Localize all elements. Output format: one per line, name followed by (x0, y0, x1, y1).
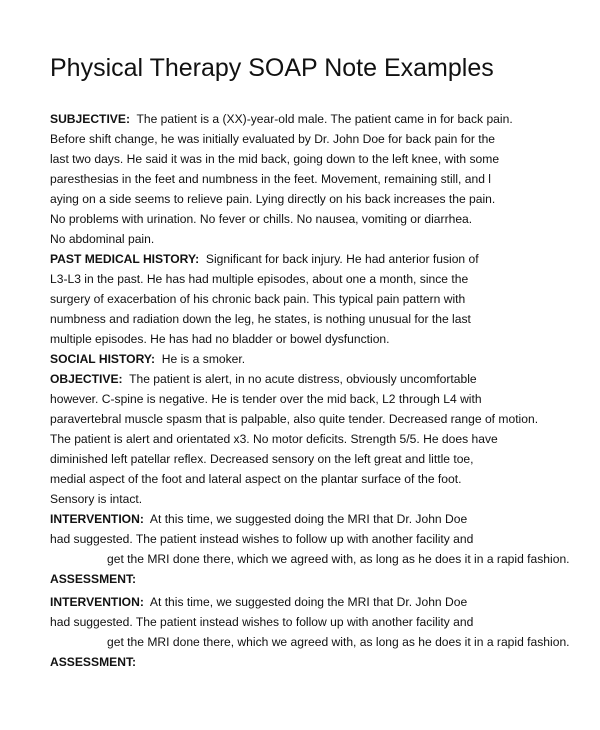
body-text: diminished left patellar reflex. Decreased sensory on the left great and little toe, (50, 452, 474, 466)
page-title: Physical Therapy SOAP Note Examples (50, 54, 494, 82)
section-heading: SUBJECTIVE: (50, 112, 130, 126)
body-text: surgery of exacerbation of his chronic back pain. This typical pain pattern with (50, 292, 466, 306)
text-line (50, 351, 245, 367)
text-line (50, 191, 495, 207)
body-text: At this time, we suggested doing the MRI that Dr. John Doe (143, 512, 468, 526)
body-text: multiple episodes. He has had no bladder or bowel dysfunction. (50, 332, 390, 346)
body-text: paresthesias in the feet and numbness in the feet. Movement, remaining still, and l (50, 172, 491, 186)
section-heading: SOCIAL HISTORY: (50, 352, 156, 366)
text-line (50, 391, 482, 407)
body-text: aying on a side seems to relieve pain. Lying directly on his back increases the pain. (50, 192, 496, 206)
section-heading: INTERVENTION: (50, 512, 144, 526)
text-line (50, 251, 479, 267)
text-line (50, 411, 538, 427)
text-line (50, 654, 136, 670)
text-line (50, 151, 499, 167)
body-text: paravertebral muscle spasm that is palpable, also quite tender. Decreased range of motion. (50, 412, 539, 426)
text-line (50, 171, 491, 187)
section-heading: INTERVENTION: (50, 595, 144, 609)
body-text: had suggested. The patient instead wishes to follow up with another facility and (50, 615, 474, 629)
body-text: had suggested. The patient instead wishes to follow up with another facility and (50, 532, 474, 546)
section-heading: ASSESSMENT: (50, 655, 137, 669)
body-text: Sensory is intact. (50, 492, 143, 506)
text-line (50, 331, 390, 347)
text-line (50, 594, 467, 610)
text-line (50, 571, 136, 587)
text-line (50, 614, 473, 630)
body-text: L3-L3 in the past. He has had multiple episodes, about one a month, since the (50, 272, 469, 286)
body-text: however. C-spine is negative. He is tender over the mid back, L2 through L4 with (50, 392, 482, 406)
text-line (50, 491, 142, 507)
section-heading: OBJECTIVE: (50, 372, 123, 386)
text-line (50, 531, 473, 547)
text-line (50, 471, 461, 487)
text-line (50, 231, 154, 247)
body-text: Before shift change, he was initially evaluated by Dr. John Doe for back pain for the (50, 132, 496, 146)
section-heading: PAST MEDICAL HISTORY: (50, 252, 200, 266)
body-text: get the MRI done there, which we agreed with, as long as he does it in a rapid fashion. (107, 635, 570, 649)
text-line (107, 551, 570, 567)
text-line (50, 271, 468, 287)
text-line (50, 431, 498, 447)
body-text: At this time, we suggested doing the MRI that Dr. John Doe (143, 595, 468, 609)
body-text: numbness and radiation down the leg, he states, is nothing unusual for the last (50, 312, 471, 326)
body-text: The patient is alert and orientated x3. No motor deficits. Strength 5/5. He does have (50, 432, 498, 446)
text-line (50, 371, 477, 387)
body-text: get the MRI done there, which we agreed with, as long as he does it in a rapid fashion. (107, 552, 570, 566)
text-line (50, 451, 474, 467)
body-text: medial aspect of the foot and lateral aspect on the plantar surface of the foot. (50, 472, 462, 486)
text-line (50, 291, 465, 307)
text-line (50, 111, 513, 127)
body-text: The patient is alert, in no acute distress, obviously uncomfortable (122, 372, 477, 386)
section-heading: ASSESSMENT: (50, 572, 137, 586)
text-line (50, 211, 472, 227)
body-text: Significant for back injury. He had anterior fusion of (199, 252, 479, 266)
text-line (50, 311, 471, 327)
body-text: He is a smoker. (155, 352, 246, 366)
text-line (50, 511, 467, 527)
text-line (50, 131, 495, 147)
body-text: The patient is a (XX)-year-old male. The patient came in for back pain. (129, 112, 513, 126)
body-text: No abdominal pain. (50, 232, 155, 246)
body-text: last two days. He said it was in the mid back, going down to the left knee, with some (50, 152, 500, 166)
text-line (107, 634, 570, 650)
body-text: No problems with urination. No fever or chills. No nausea, vomiting or diarrhea. (50, 212, 473, 226)
